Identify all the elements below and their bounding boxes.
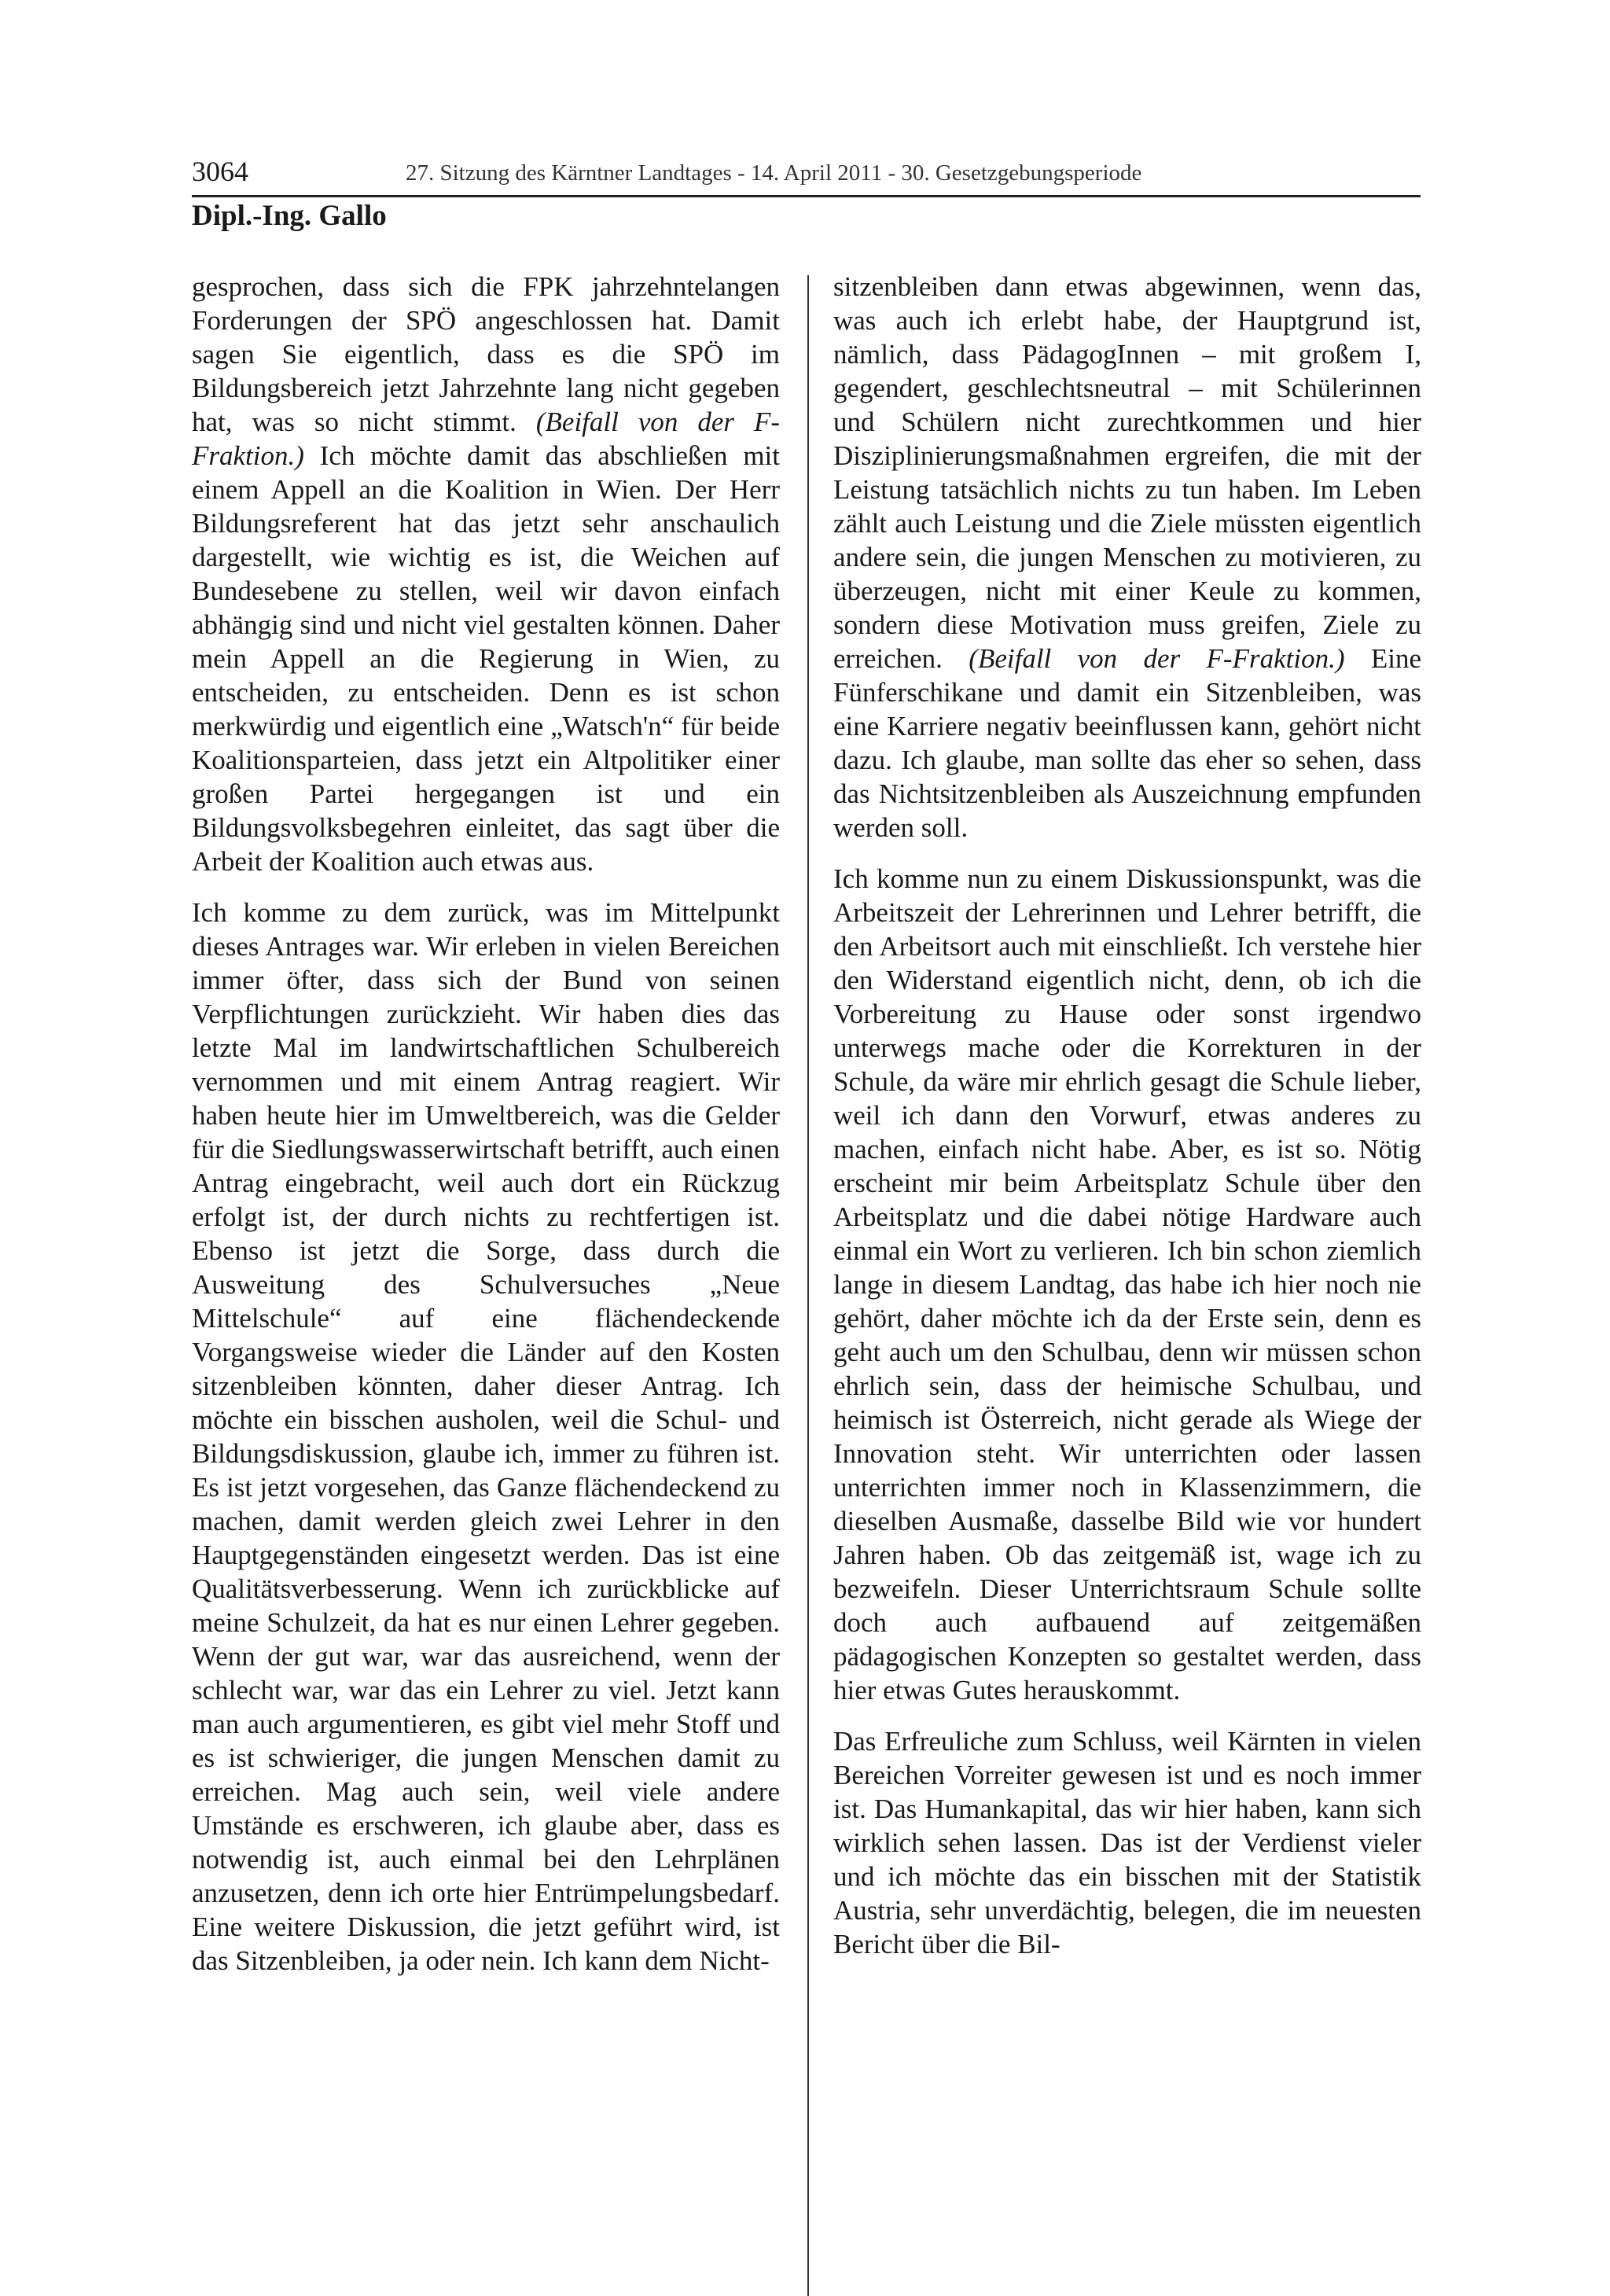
running-header bbox=[192, 154, 1421, 197]
applause-note: (Beifall von der F-Fraktion.) bbox=[192, 407, 780, 471]
paragraph-text: Eine Fünferschikane und damit ein Sitzenbleiben, was eine Karriere negativ beeinflussen kann, gehört nicht dazu. Ich glaube, man sollte das eher so sehen, dass das Nichtsitzenbleiben als Auszeichnung empfunden werden soll. bbox=[833, 643, 1421, 843]
session-title: 27. Sitzung des Kärntner Landtages - 14. April 2011 - 30. Gesetzgebungsperiode bbox=[406, 160, 1142, 186]
paragraph: Ich komme zu dem zurück, was im Mittelpunkt dieses Antrages war. Wir erleben in vielen Bereichen immer öfter, dass sich der Bund von seinen Verpflichtungen zurückzieht. Wir haben dies das letzte Mal im landwirtschaftlichen Schulbereich vernommen und mit einem Antrag reagiert. Wir haben heute hier im Umweltbereich, was die Gelder für die Siedlungswasserwirtschaft betrifft, auch einen Antrag eingebracht, weil auch dort ein Rückzug erfolgt ist, der durch nichts zu rechtfertigen ist. Ebenso ist jetzt die Sorge, dass durch die Ausweitung des Schulversuches „Neue Mittelschule“ auf eine flächendeckende Vorgangsweise wieder die Länder auf den Kosten sitzenbleiben könnten, daher dieser Antrag. Ich möchte ein bisschen ausholen, weil die Schul- und Bildungsdiskussion, glaube ich, immer zu führen ist. Es ist jetzt vorgesehen, das Ganze flächendeckend zu machen, damit werden gleich zwei Lehrer in den Hauptgegenständen eingesetzt werden. Das ist eine Qualitätsverbesserung. Wenn ich zurückblicke auf meine Schulzeit, da hat es nur einen Lehrer gegeben. Wenn der gut war, war das ausreichend, wenn der schlecht war, war das ein Lehrer zu viel. Jetzt kann man auch argumentieren, es gibt viel mehr Stoff und es ist schwieriger, die jungen Menschen damit zu erreichen. Mag auch sein, weil viele andere Umstände es erschweren, ich glaube aber, dass es notwendig ist, auch einmal bei den Lehrplänen anzusetzen, denn ich orte hier Entrümpelungsbedarf. Eine weitere Diskussion, die jetzt geführt wird, ist das Sitzenbleiben, ja oder nein. Ich kann dem Nicht- bbox=[192, 897, 780, 1976]
paragraph bbox=[833, 270, 1421, 844]
paragraph bbox=[192, 270, 780, 878]
paragraph: Das Erfreuliche zum Schluss, weil Kärnten in vielen Bereichen Vorreiter gewesen ist und es noch immer ist. Das Humankapital, das wir hier haben, kann sich wirklich sehen lassen. Das ist der Verdienst vieler und ich möchte das ein bisschen mit der Statistik Austria, sehr unverdächtig, belegen, die im neuesten Bericht über die Bil- bbox=[833, 1726, 1421, 1959]
paragraph-text: Ich möchte damit das abschließen mit einem Appell an die Koalition in Wien. Der Herr Bildungsreferent hat das jetzt sehr anschaulich dargestellt, wie wichtig es ist, die Weichen auf Bundesebene zu stellen, weil wir davon einfach abhängig sind und nicht viel gestalten können. Daher mein Appell an die Regierung in Wien, zu entscheiden, zu entscheiden. Denn es ist schon merkwürdig und eigentlich eine „Watsch'n“ für beide Koalitionsparteien, dass jetzt ein Altpolitiker einer großen Partei hergegangen ist und ein Bildungsvolksbegehren einleitet, das sagt über die Arbeit der Koalition auch etwas aus. bbox=[192, 440, 780, 877]
paragraph-text: gesprochen, dass sich die FPK jahrzehntelangen Forderungen der SPÖ angeschlossen hat. Damit sagen Sie eigentlich, dass es die SPÖ im Bildungsbereich jetzt Jahrzehnte lang nicht gegeben hat, was so nicht stimmt. bbox=[192, 271, 780, 437]
paragraph-text: sitzenbleiben dann etwas abgewinnen, wenn das, was auch ich erlebt habe, der Hauptgrund ist, nämlich, dass PädagogInnen – mit großem I, gegendert, geschlechtsneutral – mit Schülerinnen und Schülern nicht zurechtkommen und hier Disziplinierungsmaßnahmen ergreifen, die mit der Leistung tatsächlich nichts zu tun haben. Im Leben zählt auch Leistung und die Ziele müssten eigentlich andere sein, die jungen Menschen zu motivieren, zu überzeugen, nicht mit einer Keule zu kommen, sondern diese Motivation muss greifen, Ziele zu erreichen. bbox=[833, 271, 1421, 674]
left-column bbox=[192, 270, 780, 1995]
right-column bbox=[833, 270, 1421, 1978]
paragraph: Ich komme nun zu einem Diskussionspunkt, was die Arbeitszeit der Lehrerinnen und Lehrer betrifft, die den Arbeitsort auch mit einschließt. Ich verstehe hier den Widerstand eigentlich nicht, denn, ob ich die Vorbereitung zu Hause oder sonst irgendwo unterwegs mache oder die Korrekturen in der Schule, da wäre mir ehrlich gesagt die Schule lieber, weil ich dann den Vorwurf, etwas anderes zu machen, einfach nicht habe. Aber, es ist so. Nötig erscheint mir beim Arbeitsplatz Schule über den Arbeitsplatz und die dabei nötige Hardware auch einmal ein Wort zu verlieren. Ich bin schon ziemlich lange in diesem Landtag, das habe ich hier noch nie gehört, daher möchte ich da der Erste sein, denn es geht auch um den Schulbau, denn wir müssen schon ehrlich sein, dass der heimische Schulbau, und heimisch ist Österreich, nicht gerade als Wiege der Innovation steht. Wir unterrichten oder lassen unterrichten immer noch in Klassenzimmern, die dieselben Ausmaße, dasselbe Bild wie vor hundert Jahren haben. Ob das zeitgemäß ist, wage ich zu bezweifeln. Dieser Unterrichtsraum Schule sollte doch auch aufbauend auf zeitgemäßen pädagogischen Konzepten so gestaltet werden, dass hier etwas Gutes herauskommt. bbox=[833, 863, 1421, 1705]
speaker-name: Dipl.-Ing. Gallo bbox=[192, 200, 387, 232]
applause-note: (Beifall von der F-Fraktion.) bbox=[969, 643, 1345, 674]
page-number: 3064 bbox=[192, 156, 248, 187]
column-divider bbox=[807, 275, 809, 2296]
